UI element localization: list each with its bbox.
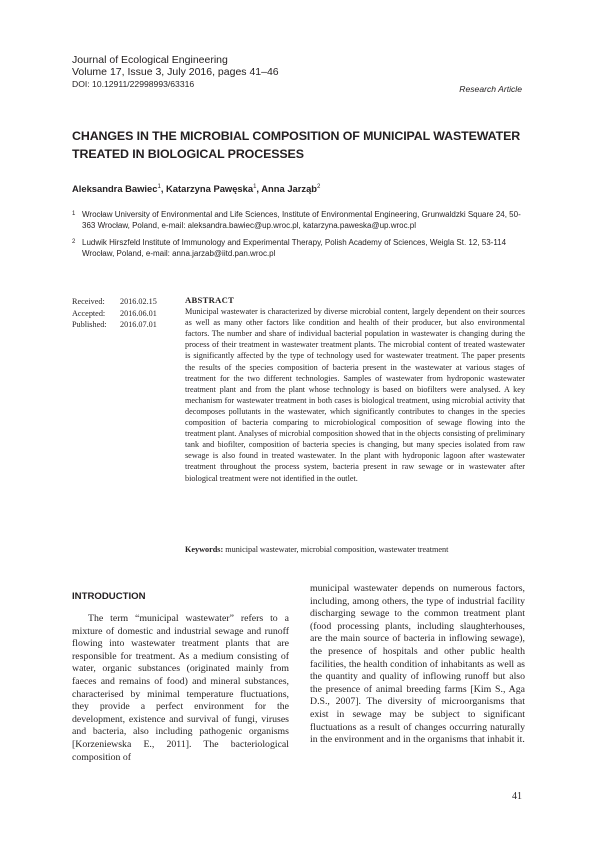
keywords-text: municipal wastewater, microbial composition, wastewater treatment [225, 545, 449, 554]
publication-dates [72, 296, 157, 331]
author-affiliation-mark: 2 [317, 183, 321, 190]
article-type: Research Article [459, 84, 522, 94]
date-value: 2016.06.01 [120, 308, 157, 318]
journal-title: Journal of Ecological Engineering [72, 54, 228, 66]
author-name: Katarzyna Pawęska [166, 183, 254, 194]
author-list: Aleksandra Bawiec$^1$, Katarzyna Pawęska$^1$, Anna Jarząb$^2$ [72, 183, 321, 194]
affiliation [72, 237, 534, 259]
date-label: Received: [72, 297, 105, 306]
author-name: Anna Jarząb [261, 183, 318, 194]
affiliation [72, 209, 534, 231]
abstract [185, 295, 525, 484]
journal-header [72, 54, 279, 90]
volume-line: Volume 17, Issue 3, July 2016, pages 41–46 [72, 66, 279, 78]
body-column-left: The term “municipal wastewater” refers to a mixture of domestic and industrial sewage and runoff flowing into wastewater treatment plants that are responsible for treatment. As a medium consisting of water, organic substances (originated mainly from faeces and remains of food) and mineral substances, characterised by minimal temperature fluctuations, they provide a perfect environment for the development, existence and survival of fungi, viruses and bacteria, also including pathogenic organisms [Korzeniewska E., 2011]. The bacteriological composition of [72, 613, 289, 763]
date-row [72, 308, 157, 320]
abstract-text: Municipal wastewater is characterized by diverse microbial content, largely dependent on their sources as well as many other factors like condition and health of their producer, but also environmental factors. The number and share of individual bacterial population in wastewater is changing during the process of their treatment in wastewater treatment plants. The microbial content of treated wastewater is significantly affected by the type of technology used for wastewater treatment. The paper presents the results of the species composition of bacteria present in the wastewater at various stages of treatment for the two different technologies. Samples of wastewater from hydroponic wastewater treatment plant and from the plant whose technology is based on biofilters were analysed. A key mechanism for wastewater treatment in both cases is biological treatment, using microbial activity that decomposes pollutants in the wastewater, which significantly contributes to changes in the species composition of bacteria comparing to microbiological composition of sewage flowing into the treatment plant. Analyses of microbial composition showed that in the objects consisting of preliminary tank and biofilter, composition of bacteria species is changing, but many species isolated from raw sewage is also found in treated wastewater. In the plant with hydroponic lagoon after wastewater treatment throughout the process system, bacteria present in raw sewage or in wastewater after biological treatment were not identified in the outlet. [185, 307, 525, 483]
author-affiliation-mark: 1 [157, 183, 161, 190]
date-value: 2016.07.01 [120, 320, 157, 329]
date-label: Published: [72, 320, 107, 329]
affiliation-number: 2 [72, 239, 76, 245]
keywords [185, 545, 525, 554]
keywords-label: Keywords: [185, 545, 224, 554]
date-row [72, 296, 157, 308]
abstract-heading: ABSTRACT [185, 295, 235, 305]
date-value: 2016.02.15 [120, 297, 157, 306]
date-label: Accepted: [72, 308, 106, 318]
author-name: Aleksandra Bawiec [72, 183, 158, 194]
author-affiliation-mark: 1 [253, 183, 257, 190]
doi: DOI: 10.12911/22998993/63316 [72, 79, 195, 89]
affiliation-number: 1 [72, 211, 76, 217]
affiliation-text: Ludwik Hirszfeld Institute of Immunology and Experimental Therapy, Polish Academy of Sciences, Weigla St. 12, 53-114 Wrocław, Poland, e-mail: anna.jarzab@iitd.pan.wroc.pl [82, 238, 507, 259]
affiliation-text: Wrocław University of Environmental and Life Sciences, Institute of Environmental Engineering, Grunwaldzki Square 24, 50-363 Wrocław, Poland, e-mail: aleksandra.bawiec@up.wroc.pl, katarzyna.paweska@up.wroc.pl [82, 210, 521, 231]
body-column-right: municipal wastewater depends on numerous factors, including, among others, the type of industrial facility discharging sewage to the common treatment plant (food processing plants, including slaughterhouses, are the main source of bacteria in inflowing sewage), the presence of hospitals and other public health facilities, the health condition of inhabitants as well as the quantity and quality of inflowing runoff but also the presence of animal breeding farms [Kim S., Aga D.S., 2007]. The diversity of microorganisms that exist in sewage may be subject to significant fluctuations as a result of changes occurring naturally in the environment and in the organisms that inhabit it. [310, 583, 525, 746]
paper-title: CHANGES IN THE MICROBIAL COMPOSITION OF MUNICIPAL WASTEWATER TREATED IN BIOLOGICAL PROCESSES [72, 129, 521, 161]
section-heading: INTRODUCTION [72, 591, 146, 602]
page-number: 41 [512, 791, 522, 802]
date-row [72, 319, 157, 331]
